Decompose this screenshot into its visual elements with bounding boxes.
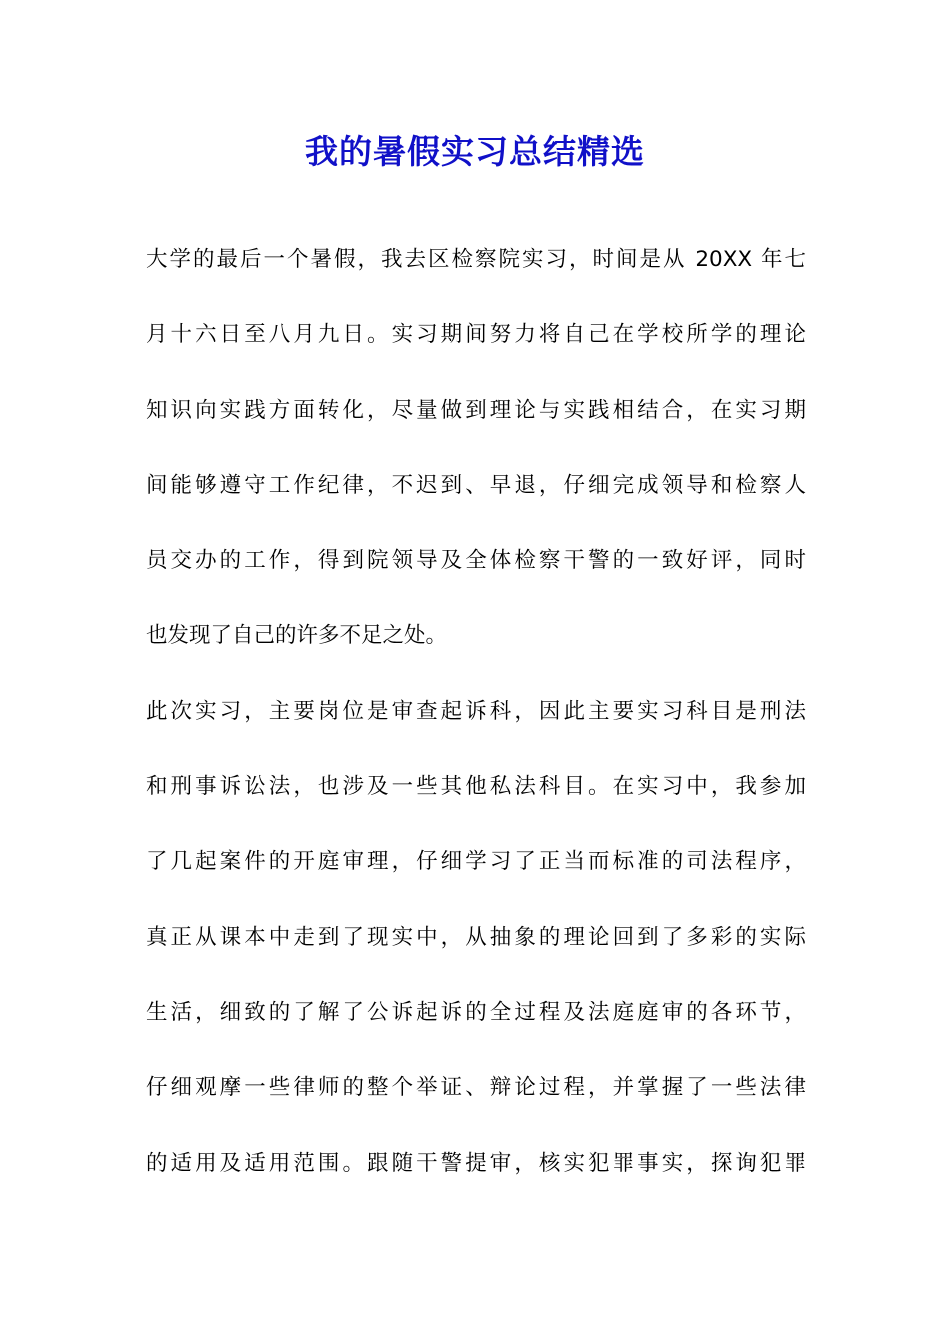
body-line: 真正从课本中走到了现实中，从抽象的理论回到了多彩的实际 (146, 924, 806, 950)
body-line: 也发现了自己的许多不足之处。 (146, 623, 448, 649)
body-line: 月十六日至八月九日。实习期间努力将自己在学校所学的理论 (146, 322, 806, 348)
body-line: 员交办的工作，得到院领导及全体检察干警的一致好评，同时 (146, 548, 806, 574)
document-title: 我的暑假实习总结精选 (305, 132, 645, 171)
body-line: 和刑事诉讼法，也涉及一些其他私法科目。在实习中，我参加 (146, 774, 806, 800)
body-line: 间能够遵守工作纪律，不迟到、早退，仔细完成领导和检察人 (146, 472, 806, 498)
body-line: 生活，细致的了解了公诉起诉的全过程及法庭庭审的各环节， (146, 999, 806, 1025)
body-line: 了几起案件的开庭审理，仔细学习了正当而标准的司法程序， (146, 849, 806, 875)
body-line: 大学的最后一个暑假，我去区检察院实习，时间是从 20XX 年七 (146, 247, 806, 272)
body-line: 仔细观摩一些律师的整个举证、辩论过程，并掌握了一些法律 (146, 1075, 806, 1101)
document-body (146, 236, 806, 1215)
body-line: 知识向实践方面转化，尽量做到理论与实践相结合，在实习期 (146, 397, 806, 423)
body-line: 此次实习，主要岗位是审查起诉科，因此主要实习科目是刑法 (146, 698, 806, 724)
body-line: 的适用及适用范围。跟随干警提审，核实犯罪事实，探询犯罪 (146, 1150, 806, 1176)
